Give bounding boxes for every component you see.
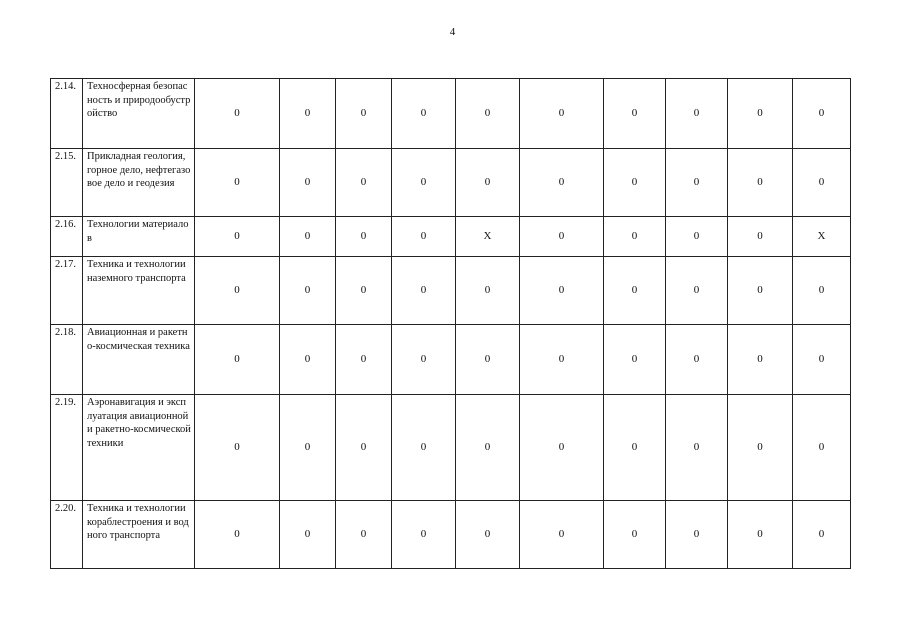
- value-cell: 0: [195, 501, 280, 569]
- page-number: 4: [449, 26, 456, 38]
- row-number: 2.17.: [51, 257, 83, 325]
- value-cell: 0: [280, 501, 336, 569]
- value-cell: 0: [392, 149, 456, 217]
- value-cell: 0: [666, 79, 728, 149]
- value-cell: 0: [728, 149, 793, 217]
- value-cell: 0: [336, 79, 392, 149]
- specialty-name: Прикладная геология, горное дело, нефтегазовое дело и геодезия: [83, 149, 195, 217]
- value-cell: 0: [793, 501, 851, 569]
- value-cell: 0: [195, 217, 280, 257]
- value-cell: 0: [520, 257, 604, 325]
- value-cell: 0: [195, 257, 280, 325]
- value-cell: 0: [456, 257, 520, 325]
- specialty-name: Авиационная и ракетно-космическая техника: [83, 325, 195, 395]
- value-cell: 0: [392, 79, 456, 149]
- value-cell: 0: [728, 325, 793, 395]
- value-cell: 0: [666, 217, 728, 257]
- row-number: 2.19.: [51, 395, 83, 501]
- value-cell: 0: [392, 217, 456, 257]
- row-number: 2.15.: [51, 149, 83, 217]
- value-cell: 0: [793, 149, 851, 217]
- specialty-name: Техносферная безопасность и природообустройство: [83, 79, 195, 149]
- value-cell: 0: [728, 257, 793, 325]
- value-cell: 0: [392, 501, 456, 569]
- value-cell: 0: [728, 217, 793, 257]
- value-cell: 0: [520, 395, 604, 501]
- specialty-name: Технологии материалов: [83, 217, 195, 257]
- value-cell: 0: [666, 325, 728, 395]
- value-cell: 0: [392, 395, 456, 501]
- value-cell: 0: [195, 149, 280, 217]
- value-cell: 0: [604, 217, 666, 257]
- value-cell: 0: [604, 257, 666, 325]
- value-cell: X: [456, 217, 520, 257]
- table-row: [51, 79, 851, 149]
- value-cell: 0: [666, 149, 728, 217]
- value-cell: 0: [456, 395, 520, 501]
- value-cell: 0: [666, 501, 728, 569]
- value-cell: 0: [392, 325, 456, 395]
- value-cell: 0: [195, 79, 280, 149]
- value-cell: 0: [604, 501, 666, 569]
- table-row: [51, 325, 851, 395]
- value-cell: 0: [728, 501, 793, 569]
- value-cell: 0: [195, 325, 280, 395]
- value-cell: 0: [604, 79, 666, 149]
- table-row: [51, 149, 851, 217]
- value-cell: 0: [520, 501, 604, 569]
- value-cell: 0: [604, 395, 666, 501]
- value-cell: 0: [392, 257, 456, 325]
- table-row: [51, 501, 851, 569]
- value-cell: X: [793, 217, 851, 257]
- value-cell: 0: [336, 501, 392, 569]
- value-cell: 0: [456, 325, 520, 395]
- row-number: 2.14.: [51, 79, 83, 149]
- table-row: [51, 395, 851, 501]
- value-cell: 0: [520, 217, 604, 257]
- value-cell: 0: [280, 257, 336, 325]
- specialty-name: Аэронавигация и эксплуатация авиационной и ракетно-космической техники: [83, 395, 195, 501]
- value-cell: 0: [280, 217, 336, 257]
- row-number: 2.18.: [51, 325, 83, 395]
- table-row: [51, 257, 851, 325]
- value-cell: 0: [456, 79, 520, 149]
- value-cell: 0: [280, 149, 336, 217]
- table-row: [51, 217, 851, 257]
- value-cell: 0: [604, 325, 666, 395]
- value-cell: 0: [520, 325, 604, 395]
- value-cell: 0: [280, 79, 336, 149]
- value-cell: 0: [336, 257, 392, 325]
- value-cell: 0: [336, 149, 392, 217]
- specialty-name: Техника и технологии кораблестроения и водного транспорта: [83, 501, 195, 569]
- value-cell: 0: [728, 395, 793, 501]
- value-cell: 0: [336, 395, 392, 501]
- value-cell: 0: [793, 325, 851, 395]
- value-cell: 0: [793, 79, 851, 149]
- row-number: 2.20.: [51, 501, 83, 569]
- value-cell: 0: [666, 395, 728, 501]
- value-cell: 0: [793, 257, 851, 325]
- row-number: 2.16.: [51, 217, 83, 257]
- value-cell: 0: [195, 395, 280, 501]
- value-cell: 0: [604, 149, 666, 217]
- value-cell: 0: [793, 395, 851, 501]
- value-cell: 0: [456, 501, 520, 569]
- value-cell: 0: [456, 149, 520, 217]
- value-cell: 0: [728, 79, 793, 149]
- value-cell: 0: [280, 325, 336, 395]
- value-cell: 0: [280, 395, 336, 501]
- value-cell: 0: [336, 325, 392, 395]
- specialty-name: Техника и технологии наземного транспорта: [83, 257, 195, 325]
- value-cell: 0: [520, 149, 604, 217]
- value-cell: 0: [520, 79, 604, 149]
- specialties-table: [50, 78, 851, 569]
- value-cell: 0: [336, 217, 392, 257]
- value-cell: 0: [666, 257, 728, 325]
